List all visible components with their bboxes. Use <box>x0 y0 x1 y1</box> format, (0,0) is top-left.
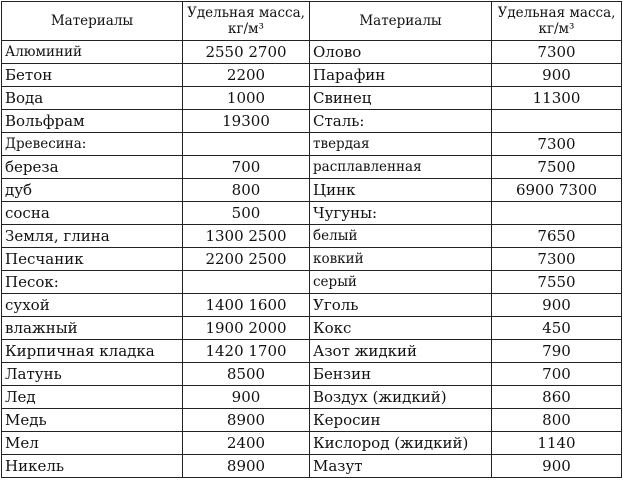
mass-value-left: 1420 1700 <box>183 340 310 363</box>
material-name-right: серый <box>310 271 492 294</box>
mass-value-right: 7300 <box>492 248 622 271</box>
material-name-left: влажный <box>2 317 183 340</box>
table-row <box>2 386 622 409</box>
material-name-right: Чугуны: <box>310 202 492 225</box>
table-row <box>2 432 622 455</box>
header-mass-left-line1: Удельная масса, <box>187 5 305 21</box>
mass-value-left: 900 <box>183 386 310 409</box>
material-name-left: сосна <box>2 202 183 225</box>
material-name-left: Кирпичная кладка <box>2 340 183 363</box>
table-row <box>2 156 622 179</box>
table-row <box>2 317 622 340</box>
material-name-right: Парафин <box>310 64 492 87</box>
material-name-right: Кокс <box>310 317 492 340</box>
mass-value-left: 19300 <box>183 110 310 133</box>
table-row <box>2 225 622 248</box>
material-name-right: Мазут <box>310 455 492 478</box>
material-name-left: береза <box>2 156 183 179</box>
material-name-left: дуб <box>2 179 183 202</box>
material-name-left: Вольфрам <box>2 110 183 133</box>
mass-value-left <box>183 133 310 156</box>
table-row <box>2 179 622 202</box>
material-name-left: Мел <box>2 432 183 455</box>
header-mass-left <box>183 2 310 41</box>
mass-value-right: 900 <box>492 455 622 478</box>
material-name-left: сухой <box>2 294 183 317</box>
material-name-left: Древесина: <box>2 133 183 156</box>
mass-value-right: 7300 <box>492 133 622 156</box>
mass-value-right: 860 <box>492 386 622 409</box>
mass-value-left: 800 <box>183 179 310 202</box>
mass-value-right: 900 <box>492 64 622 87</box>
material-name-right: Кислород (жидкий) <box>310 432 492 455</box>
table-row <box>2 363 622 386</box>
material-name-right: Воздух (жидкий) <box>310 386 492 409</box>
material-name-right: Свинец <box>310 87 492 110</box>
material-name-right: белый <box>310 225 492 248</box>
mass-value-left: 8500 <box>183 363 310 386</box>
table-row <box>2 41 622 64</box>
table-row <box>2 133 622 156</box>
table-row <box>2 294 622 317</box>
specific-mass-table <box>1 1 622 478</box>
mass-value-left: 8900 <box>183 455 310 478</box>
mass-value-left: 1000 <box>183 87 310 110</box>
mass-value-right <box>492 202 622 225</box>
mass-value-right: 450 <box>492 317 622 340</box>
material-name-right: твердая <box>310 133 492 156</box>
mass-value-right: 800 <box>492 409 622 432</box>
material-name-left: Вода <box>2 87 183 110</box>
mass-value-left: 2550 2700 <box>183 41 310 64</box>
mass-value-right: 7650 <box>492 225 622 248</box>
header-mass-right-line2: кг/м³ <box>538 21 575 37</box>
table-row <box>2 64 622 87</box>
material-name-right: Уголь <box>310 294 492 317</box>
mass-value-right: 7550 <box>492 271 622 294</box>
material-name-left: Земля, глина <box>2 225 183 248</box>
mass-value-right: 7500 <box>492 156 622 179</box>
mass-value-left: 2200 2500 <box>183 248 310 271</box>
header-mass-left-line2: кг/м³ <box>228 21 264 37</box>
material-name-left: Песчаник <box>2 248 183 271</box>
table-row <box>2 87 622 110</box>
mass-value-left: 1400 1600 <box>183 294 310 317</box>
mass-value-left: 2400 <box>183 432 310 455</box>
material-name-right: Сталь: <box>310 110 492 133</box>
header-row <box>2 2 622 41</box>
header-materials-left: Материалы <box>2 2 183 41</box>
material-name-right: Бензин <box>310 363 492 386</box>
mass-value-right: 790 <box>492 340 622 363</box>
material-name-left: Никель <box>2 455 183 478</box>
table-row <box>2 271 622 294</box>
material-name-left: Песок: <box>2 271 183 294</box>
mass-value-right: 1140 <box>492 432 622 455</box>
mass-value-right: 900 <box>492 294 622 317</box>
material-name-left: Бетон <box>2 64 183 87</box>
table-row <box>2 110 622 133</box>
mass-value-right: 11300 <box>492 87 622 110</box>
material-name-right: Азот жидкий <box>310 340 492 363</box>
table-body <box>2 41 622 478</box>
mass-value-right: 6900 7300 <box>492 179 622 202</box>
mass-value-left: 700 <box>183 156 310 179</box>
header-materials-right: Материалы <box>310 2 492 41</box>
header-mass-right-line1: Удельная масса, <box>497 5 616 21</box>
material-name-left: Лед <box>2 386 183 409</box>
mass-value-right <box>492 110 622 133</box>
material-name-left: Медь <box>2 409 183 432</box>
specific-mass-table-container <box>1 1 621 478</box>
table-row <box>2 202 622 225</box>
table-header <box>2 2 622 41</box>
material-name-right: Цинк <box>310 179 492 202</box>
mass-value-right: 7300 <box>492 41 622 64</box>
header-mass-right <box>492 2 622 41</box>
table-row <box>2 248 622 271</box>
table-row <box>2 340 622 363</box>
mass-value-left: 2200 <box>183 64 310 87</box>
mass-value-left: 1900 2000 <box>183 317 310 340</box>
material-name-right: ковкий <box>310 248 492 271</box>
material-name-right: Керосин <box>310 409 492 432</box>
mass-value-left: 500 <box>183 202 310 225</box>
material-name-right: Олово <box>310 41 492 64</box>
material-name-left: Латунь <box>2 363 183 386</box>
mass-value-left: 1300 2500 <box>183 225 310 248</box>
mass-value-left: 8900 <box>183 409 310 432</box>
table-row <box>2 455 622 478</box>
material-name-right: расплавленная <box>310 156 492 179</box>
mass-value-left <box>183 271 310 294</box>
table-row <box>2 409 622 432</box>
material-name-left: Алюминий <box>2 41 183 64</box>
mass-value-right: 700 <box>492 363 622 386</box>
